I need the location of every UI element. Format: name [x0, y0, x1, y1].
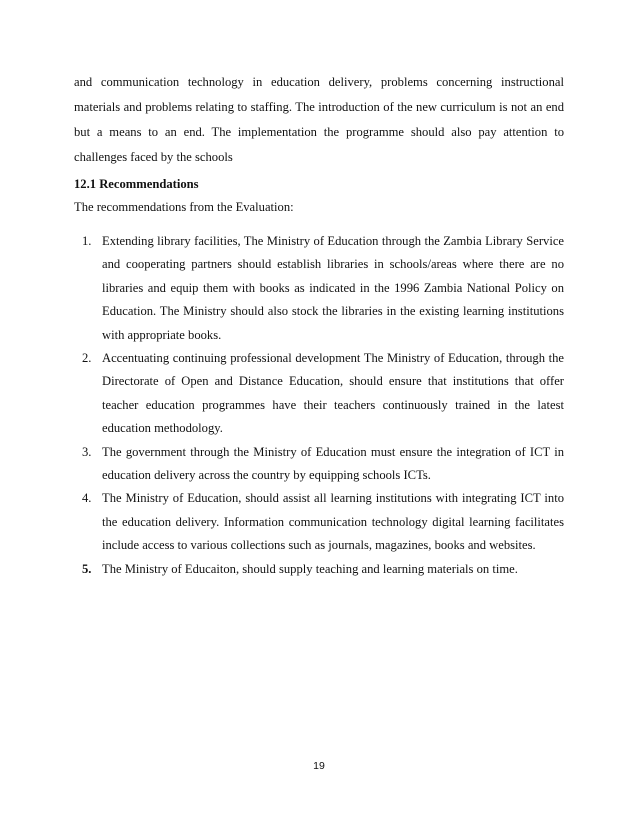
recommendation-text: The government through the Ministry of Education must ensure the integration of ICT in education delivery across the country by equipping schools ICTs.: [102, 444, 564, 483]
recommendations-list: [74, 230, 564, 581]
recommendation-number: 3.: [82, 444, 92, 459]
recommendation-number: 2.: [82, 351, 92, 366]
recommendation-number: 4.: [82, 491, 92, 506]
section-heading: 12.1 Recommendations: [74, 177, 199, 191]
page-number: 19: [313, 760, 325, 772]
recommendation-text: Accentuating continuing professional development The Ministry of Education, through the Directorate of Open and Distance Education, should ensure that institutions that offer teacher education programmes have their teachers continuously trained in the latest education methodology.: [102, 351, 564, 436]
recommendation-text: The Ministry of Educaiton, should supply teaching and learning materials on time.: [102, 561, 518, 576]
recommendation-number: 1.: [82, 234, 92, 248]
section-subheading: The recommendations from the Evaluation:: [74, 200, 294, 214]
recommendation-text: Extending library facilities, The Ministry of Education through the Zambia Library Service and cooperating partners should establish libraries in schools/areas where there are no libraries and equip them with books as indicated in the 1996 Zambia National Policy on Education. The Ministry should also stock the libraries in the existing learning institutions with appropriate books.: [102, 234, 564, 342]
recommendation-item: [74, 487, 564, 557]
recommendation-item: [74, 347, 564, 441]
recommendation-item: [74, 230, 564, 347]
recommendation-item: [74, 558, 564, 581]
recommendation-item: [74, 441, 564, 488]
recommendation-number: 5.: [82, 561, 92, 576]
recommendation-text: The Ministry of Education, should assist all learning institutions with integrating ICT into the education delivery. Information communication technology digital learning facilitates include access to various collections such as journals, magazines, books and websites.: [102, 491, 564, 553]
intro-paragraph: and communication technology in education delivery, problems concerning instructional materials and problems relating to staffing. The introduction of the new curriculum is not an end but a means to an end. The implementation the programme should also pay attention to challenges faced by the schools: [74, 75, 564, 164]
